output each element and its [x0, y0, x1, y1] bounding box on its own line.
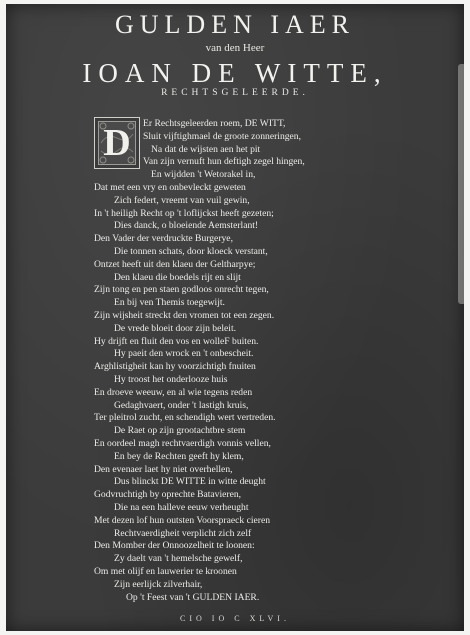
poem-line: Zijn tong en pen staen godloos onrecht tegen, [94, 284, 269, 296]
honoree-name: IOAN DE WITTE, [82, 58, 388, 88]
poem-line: Rechtvaerdigheit verplicht zich zelf [114, 527, 252, 539]
poem-subtitle: van den Heer [205, 42, 265, 54]
poem-line: Gedaghvaert, onder 't lastigh kruis, [114, 399, 249, 411]
poem-line: Dies danck, o bloeiende Aemsterlant! [114, 220, 259, 232]
poem-line: Den klaeu die boedels rijt en slijt [114, 271, 241, 283]
poem-line: Arghlistigheit kan hy voorzichtigh fnuiten [94, 361, 256, 373]
poem-line: Die na een halleve eeuw verheught [114, 502, 249, 513]
poem-line: Zijn eerlijck zilverhair, [114, 578, 203, 590]
poem-line: Zich federt, vreemt van vuil gewin, [114, 194, 250, 206]
broadsheet-page [6, 4, 464, 631]
poem-line: Ontzet heeft uit den klaeu der Geltharpye; [94, 258, 256, 270]
poem-line: De Raet op zijn grootachtbre stem [114, 425, 246, 437]
poem-line: Dat met een vry en onbevleckt geweten [94, 182, 246, 193]
initial-letter: D [103, 122, 131, 164]
poem-line: De vrede bloeit door zijn beleit. [114, 322, 237, 334]
poem-line: En bij ven Themis toegewijt. [114, 297, 225, 309]
poem-line: Sluit vijftighmael de groote zonneringen, [143, 130, 301, 142]
poem-line: Hy paeit den wrock en 't onbescheit. [114, 348, 254, 360]
poem-line: Ter pleitrol zucht, en schendigh wert vertreden. [94, 412, 276, 424]
poem-line: Hy troost het onderloozе huis [114, 374, 228, 385]
poem-line: En wijdden 't Wetorakel in, [151, 169, 256, 181]
poem-line: Van zijn vernuft hun deftigh zegel hingen, [143, 156, 305, 168]
poem-line: Die tonnen schats, door kloeck verstant, [114, 246, 268, 257]
poem-body [6, 118, 464, 608]
poem-line: Na dat de wijsten aen het pit [151, 143, 261, 155]
poem-line: Hy drijft en fluit den vos en wolleF buiten. [94, 335, 259, 347]
poem-line: Er Rechtsgeleerden roem, DE WITT, [143, 118, 286, 129]
poem-line: In 't heiligh Recht op 't loflijckst heeft gezeten; [94, 207, 274, 219]
poem-line: Op 't Feest van 't GULDEN IAER. [126, 591, 260, 603]
poem-line: Den Momber der Onnoozelheit te loonen: [94, 540, 255, 552]
poem-line: En bey de Rechten geeft hy klem, [114, 450, 244, 462]
poem-line: Om met olijf en lauwerier te kroonen [94, 566, 237, 577]
poem-line: Godvruchtigh by oprechte Bataviеren, [94, 489, 242, 501]
poem-line: Dus blinckt DE WITTE in witte deught [114, 476, 266, 488]
poem-line: En droeve weeuw, en al wie tegens reden [94, 386, 253, 398]
poem-line: Den evenaer laet hy niet overhellen, [94, 463, 233, 475]
date-line: CIO IO C XLVI. [180, 614, 290, 623]
poem-line: Zijn wijsheit streckt den vromen tot een zegen. [94, 310, 275, 321]
poem-line: Met dezen lof hun outsten Voorspraeck cieren [94, 514, 271, 526]
honoree-role: RECHTSGELEERDE. [161, 88, 309, 98]
poem-title: GULDEN IAER [114, 10, 356, 39]
poem-line: Den Vader der verdruckte Burgerye, [94, 233, 233, 245]
poem-line: En oordeel magh rechtvaerdigh vonnis vellen, [94, 438, 271, 449]
poem-line: Zy daelt van 't hemelsche gewelf, [114, 553, 243, 565]
